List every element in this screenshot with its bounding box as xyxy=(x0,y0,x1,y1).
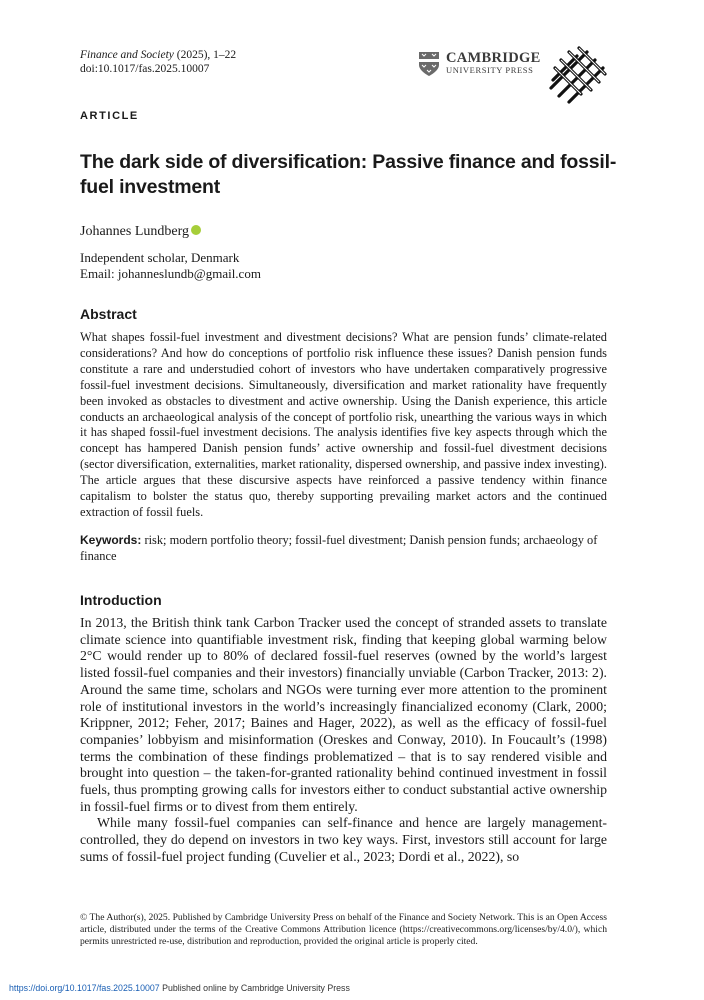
published-online-text: Published online by Cambridge University Press xyxy=(159,983,350,993)
introduction-heading: Introduction xyxy=(80,592,162,608)
journal-citation xyxy=(80,48,236,76)
doi-link[interactable]: https://doi.org/10.1017/fas.2025.10007 xyxy=(9,983,160,993)
keywords-text: risk; modern portfolio theory; fossil-fuel divestment; Danish pension funds; archaeology of finance xyxy=(80,533,598,563)
cambridge-logo[interactable] xyxy=(418,50,541,78)
introduction-paragraph-2: While many fossil-fuel companies can self-finance and hence are largely management-controlled, they do depend on investors in two key ways. First, investors still account for large sums of fossil-fuel project funding (Cuvelier et al., 2023; Dordi et al., 2022), so xyxy=(80,815,607,864)
cambridge-logo-line2: UNIVERSITY PRESS xyxy=(446,65,534,75)
cambridge-logo-line1: CAMBRIDGE xyxy=(446,50,541,66)
abstract-text: What shapes fossil-fuel investment and divestment decisions? What are pension funds’ climate-related considerations? And how do conceptions of portfolio risk influence these issues? Danish pension funds constitute a rare and understudied cohort of investors who have undertaken comparatively progressive fossil-fuel investment decisions. Simultaneously, diversification and market rationality have frequently been invoked as obstacles to divestment and active ownership. Using the Danish experience, this article conducts an archaeological analysis of the concept of portfolio risk, unearthing the various ways in which it has shaped fossil-fuel investment decisions. The analysis identifies five key aspects through which the concept has hampered Danish pension funds’ active ownership and fossil-fuel divestment decisions (sector diversification, externalities, market rationality, dispersed ownership, and passive index investing). The article argues that these discursive aspects have reinforced a passive tendency within finance capitalism to bolster the status quo, thereby supporting prevailing market actors and the continued extraction of fossil fuels. xyxy=(80,330,607,519)
cambridge-shield-icon xyxy=(418,51,440,77)
keywords-label: Keywords: xyxy=(80,533,142,547)
introduction-body xyxy=(80,615,607,866)
keywords xyxy=(80,533,607,565)
orcid-icon[interactable] xyxy=(191,225,201,235)
journal-name: Finance and Society xyxy=(80,49,174,61)
fas-knot-icon xyxy=(547,44,609,106)
journal-year-pages: (2025), 1–22 xyxy=(173,49,237,61)
journal-doi: doi:10.1017/fas.2025.10007 xyxy=(80,63,210,75)
article-title: The dark side of diversification: Passive finance and fossil-fuel investment xyxy=(80,151,617,198)
article-type-label: ARTICLE xyxy=(80,110,139,122)
affiliation xyxy=(80,250,261,282)
author-email[interactable]: Email: johanneslundb@gmail.com xyxy=(80,266,261,281)
bottom-doi-bar xyxy=(9,983,350,993)
affiliation-line: Independent scholar, Denmark xyxy=(80,250,240,265)
license-footnote: © The Author(s), 2025. Published by Cambridge University Press on behalf of the Finance and Society Network. This is an Open Access article, distributed under the terms of the Creative Commons Attribution licence (https://creativecommons.org/licenses/by/4.0/), which permits unrestricted re-use, distribution and reproduction, provided the original article is properly cited. xyxy=(80,912,607,947)
author-name[interactable]: Johannes Lundberg xyxy=(80,224,189,239)
introduction-paragraph-1: In 2013, the British think tank Carbon Tracker used the concept of stranded assets to translate climate science into quantifiable investment risk, finding that keeping global warming below 2°C would render up to 80% of declared fossil-fuel reserves (owned by the world’s largest listed fossil-fuel companies and their investors) financially unviable (Carbon Tracker, 2013: 2). Around the same time, scholars and NGOs were turning ever more attention to the prominent role of institutional investors in the world’s increasingly financialized economy (Clark, 2000; Krippner, 2012; Feher, 2017; Baines and Hager, 2022), as well as the efficacy of fossil-fuel companies’ lobbyism and misinformation (Oreskes and Conway, 2010). In Foucault’s (1998) terms the combination of these findings problematized – that is to say rendered visible and brought into question – the taken-for-granted rationality behind continued investment in fossil fuels, thus prompting growing calls for investors either to conduct substantial active ownership in fossil-fuel firms or to divest from them entirely. xyxy=(80,615,607,814)
author xyxy=(80,224,201,240)
abstract-heading: Abstract xyxy=(80,306,137,322)
